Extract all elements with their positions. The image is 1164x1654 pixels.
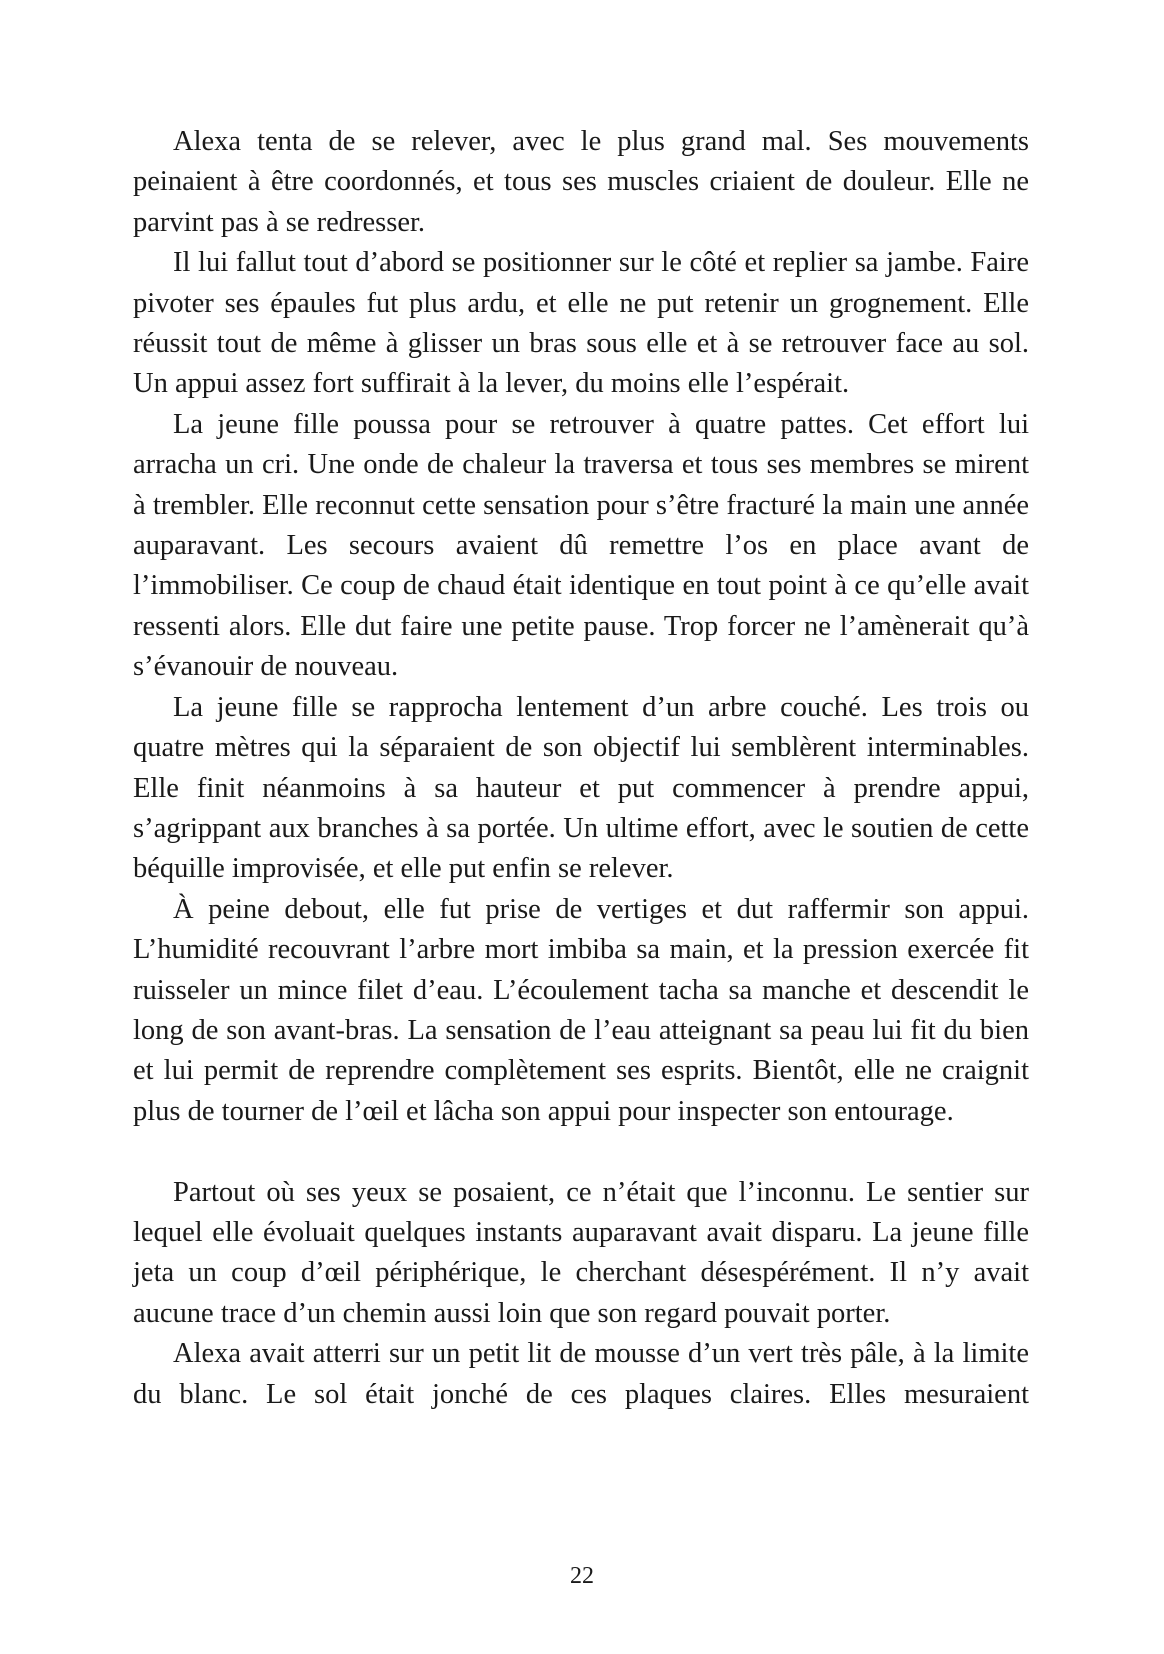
paragraph: Alexa avait atterri sur un petit lit de mousse d’un vert très pâle, à la limite du blanc. Le sol était jonché de ces plaques claires. Elles mesuraient bbox=[133, 1338, 1029, 1410]
body-text bbox=[133, 122, 1029, 1415]
page-number: 22 bbox=[570, 1563, 594, 1589]
paragraph: La jeune fille se rapprocha lentement d’un arbre couché. Les trois ou quatre mètres qui la séparaient de son objectif lui semblèrent interminables. Elle finit néanmoins à sa hauteur et put commencer à prendre appui, s’agrippant aux branches à sa portée. Un ultime effort, avec le soutien de cette béquille improvisée, et elle put enfin se relever. bbox=[133, 691, 1029, 885]
paragraph: À peine debout, elle fut prise de vertiges et dut raffermir son appui. L’humidité recouvrant l’arbre mort imbiba sa main, et la pression exercée fit ruisseler un mince filet d’eau. L’écoulement tacha sa manche et descendit le long de son avant-bras. La sensation de l’eau atteignant sa peau lui fit du bien et lui permit de reprendre complètement ses esprits. Bientôt, elle ne craignit plus de tourner de l’œil et lâcha son appui pour inspecter son entourage. bbox=[133, 893, 1029, 1127]
paragraph: Il lui fallut tout d’abord se positionner sur le côté et replier sa jambe. Faire pivoter ses épaules fut plus ardu, et elle ne put retenir un grognement. Elle réussit tout de même à glisser un bras sous elle et à se retrouver face au sol. Un appui assez fort suffirait à la lever, du moins elle l’espérait. bbox=[133, 247, 1029, 400]
paragraph: La jeune fille poussa pour se retrouver à quatre pattes. Cet effort lui arracha un cri. Une onde de chaleur la traversa et tous ses membres se mirent à trembler. Elle reconnut cette sensation pour s’être fracturé la main une année auparavant. Les secours avaient dû remettre l’os en place avant de l’immobiliser. Ce coup de chaud était identique en tout point à ce qu’elle avait ressenti alors. Elle dut faire une petite pause. Trop forcer ne l’amènerait qu’à s’évanouir de nouveau. bbox=[133, 408, 1029, 683]
paragraph: Partout où ses yeux se posaient, ce n’était que l’inconnu. Le sentier sur lequel elle évoluait quelques instants auparavant avait disparu. La jeune fille jeta un coup d’œil périphérique, le cherchant désespérément. Il n’y avait aucune trace d’un chemin aussi loin que son regard pouvait porter. bbox=[133, 1176, 1029, 1329]
paragraph: Alexa tenta de se relever, avec le plus grand mal. Ses mouvements peinaient à être coordonnés, et tous ses muscles criaient de douleur. Elle ne parvint pas à se redresser. bbox=[133, 126, 1029, 238]
